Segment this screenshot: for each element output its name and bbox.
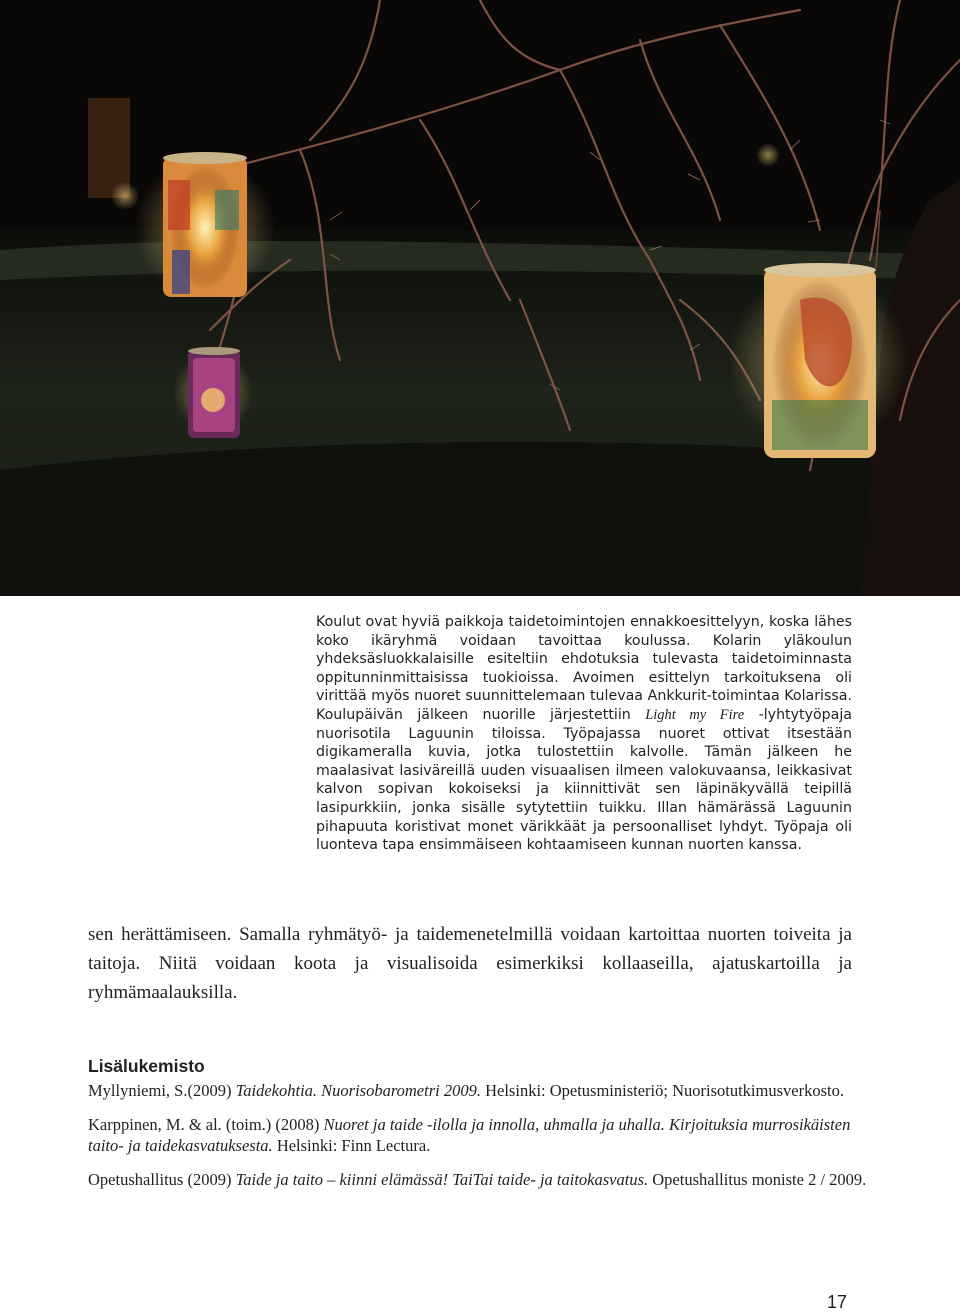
reference-title: Nuoret ja taide -ilolla ja innolla, uhmalla ja uhalla. Kirjoituksia murrosikäisten taito- ja taidekasvatuksesta. [88, 1114, 851, 1155]
reference-author: Opetushallitus (2009) [88, 1169, 236, 1189]
lantern-photo-icon [0, 0, 960, 596]
reference-author: Myllyniemi, S.(2009) [88, 1081, 236, 1100]
lantern-photo [0, 0, 960, 596]
reference-item [88, 1114, 868, 1157]
reference-publisher: Helsinki: Opetusministeriö; Nuorisotutkimusverkosto. [480, 1081, 844, 1100]
reference-title: Taidekohtia. Nuorisobarometri 2009. [235, 1081, 481, 1100]
body-paragraph: sen herättämiseen. Samalla ryhmätyö- ja taidemenetelmillä voidaan kartoittaa nuorten toiveita ja taitoja. Niitä voidaan koota ja visualisoida esimerkiksi kollaaseilla, ajatuskartoilla ja ryhmämaalauksilla. [88, 924, 852, 1003]
caption-text-2: -lyhtytyöpaja nuorisotila Laguunin tiloissa. Työpajassa nuoret ottivat itsestään digikameralla kuvia, jotka tulostettiin kalvolle. Tämän jälkeen he maalasivat lasiväreillä uuden visuaalisen ilmeen valokuvaansa, leikkasivat kalvon sopivan kokoiseksi ja kiinnittivät sen läpinäkyvällä teipillä lasipurkkiin, jonka sisälle sytytettiin tuikku. Illan hämärässä Laguunin pihapuuta koristivat monet värikkäät ja persoonalliset lyhdyt. Työpaja oli luonteva tapa ensimmäiseen kohtaamiseen kunnan nuorten kanssa. [316, 706, 852, 854]
reference-publisher: Helsinki: Finn Lectura. [272, 1136, 431, 1155]
further-reading-heading: Lisälukemisto [88, 1056, 205, 1076]
caption-text-1: Koulut ovat hyviä paikkoja taidetoimintojen ennakkoesittelyyn, koska lähes koko ikäryhmä voidaan tavoittaa koulussa. Kolarin yläkoulun yhdeksäsluokkalaisille esiteltiin ehdotuksia tulevasta taidetoiminnasta oppitunninmittaisissa tuokioissa. Avoimen esittelyn tarkoituksena oli virittää myös nuoret suunnittelemaan tulevaa Ankkurit-toimintaa Kolarissa. Koulupäivän jälkeen nuorille järjestettiin [316, 614, 852, 723]
reference-publisher: Opetushallitus moniste 2 / 2009. [648, 1169, 867, 1189]
reference-author: Karppinen, M. & al. (toim.) (2008) [88, 1114, 324, 1134]
further-reading [88, 1054, 868, 1202]
reference-title: Taide ja taito – kiinni elämässä! TaiTai taide- ja taitokasvatus. [235, 1169, 649, 1189]
caption-workshop-title: Light my Fire [645, 706, 745, 723]
reference-item [88, 1080, 868, 1102]
page-number: 17 [827, 1292, 848, 1312]
photo-caption [316, 613, 852, 855]
reference-item [88, 1169, 868, 1191]
